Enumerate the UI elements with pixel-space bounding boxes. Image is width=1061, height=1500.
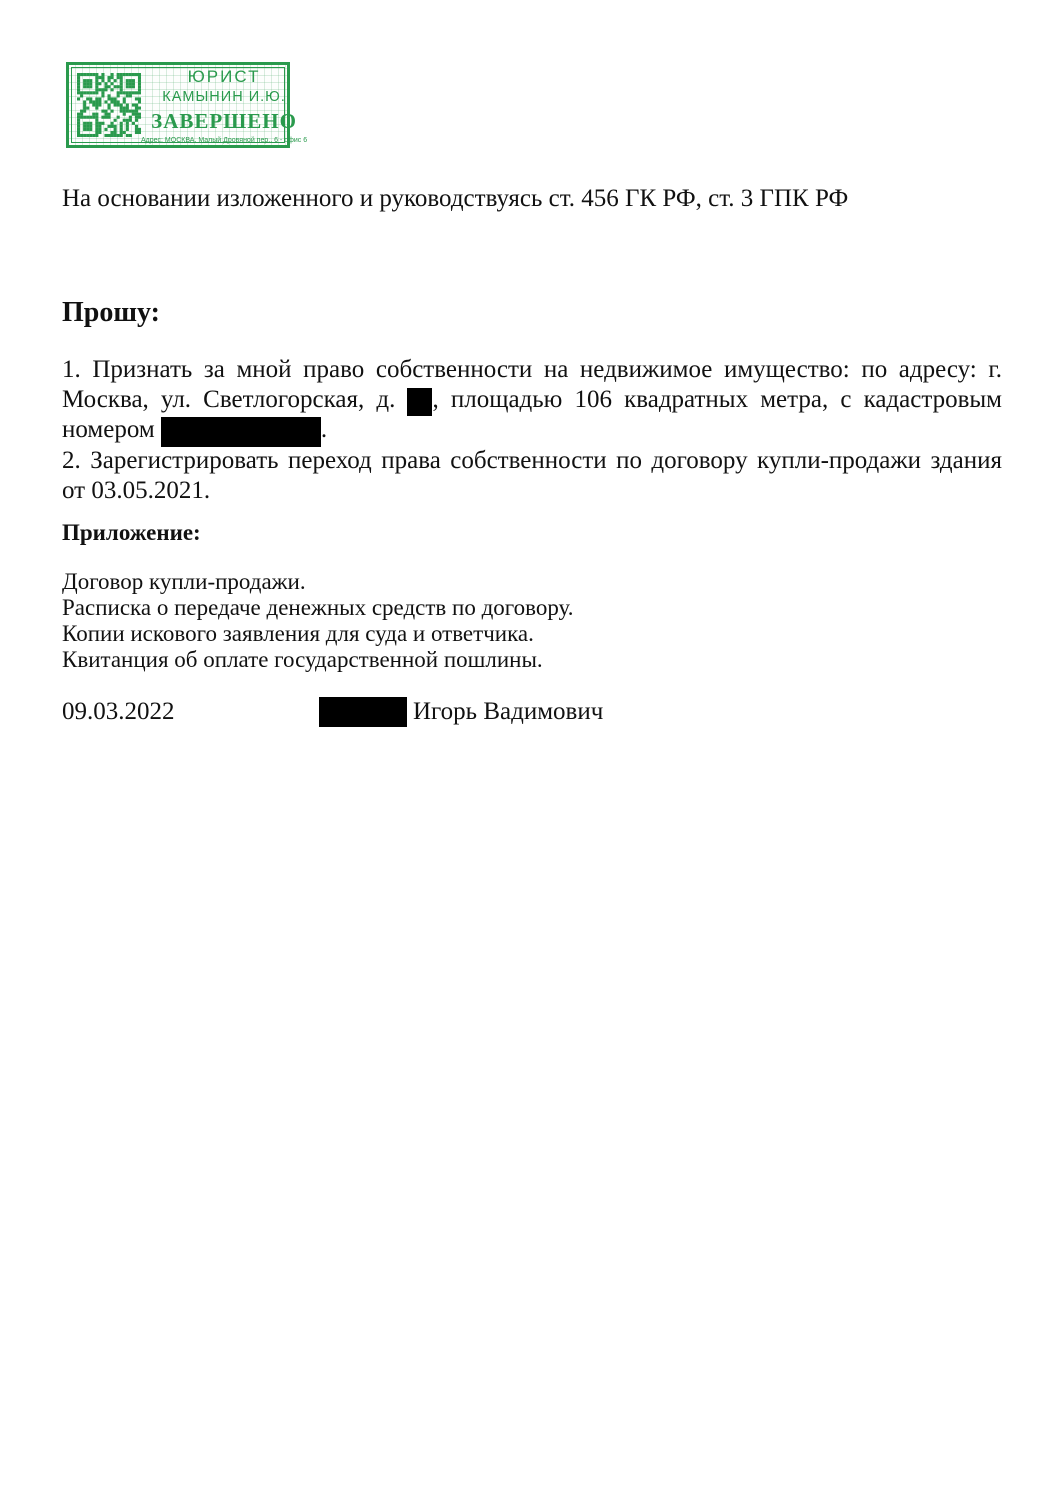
stamp-lawyer-name: КАМЫНИН И.Ю. <box>162 89 286 106</box>
claim-item-1-text-b: , площадью 106 квадратных метра, с кадастровым номером <box>62 385 1002 443</box>
claim-item-1 <box>62 355 1002 446</box>
attachment-item: Квитанция об оплате государственной пошлины. <box>62 647 543 672</box>
lawyer-stamp-inner <box>71 67 308 144</box>
stamp-title: ЮРИСТ <box>187 67 261 87</box>
claim-item-1-text-c: . <box>320 415 328 443</box>
attachment-item: Копии искового заявления для суда и ответчика. <box>62 621 534 646</box>
lawyer-stamp <box>66 62 308 148</box>
document-date: 09.03.2022 <box>62 698 175 725</box>
attachment-item: Договор купли-продажи. <box>62 569 306 594</box>
redaction-box-house-number <box>407 388 432 416</box>
signature-name: Игорь Вадимович <box>413 698 604 725</box>
claim-item-1-text-a: 1. Признать за мной право собственности на недвижимое имущество: по адресу: г. Москва, ул. Светлогорская, д. <box>62 356 1002 413</box>
request-heading: Прошу: <box>62 297 160 328</box>
claim-item-2: 2. Зарегистрировать переход права собственности по договору купли-продажи здания от 03.05.2021. <box>62 447 1002 504</box>
intro-paragraph: На основании изложенного и руководствуясь ст. 456 ГК РФ, ст. 3 ГПК РФ <box>62 185 849 212</box>
stamp-status: ЗАВЕРШЕНО <box>151 108 297 133</box>
stamp-text-block <box>141 66 307 144</box>
attachments-list <box>62 569 1002 673</box>
signature-row <box>62 697 1002 727</box>
redaction-box-signature <box>319 697 407 727</box>
redaction-box-cadastral-number <box>161 417 321 447</box>
attachments-heading: Приложение: <box>62 520 201 545</box>
attachment-item: Расписка о передаче денежных средств по договору. <box>62 595 574 620</box>
claims-block <box>62 355 1002 505</box>
qr-code-icon <box>77 73 141 137</box>
stamp-address: Адрес: МОСКВА, Малый Дровяной пер., 6 - офис 6 <box>141 136 308 144</box>
